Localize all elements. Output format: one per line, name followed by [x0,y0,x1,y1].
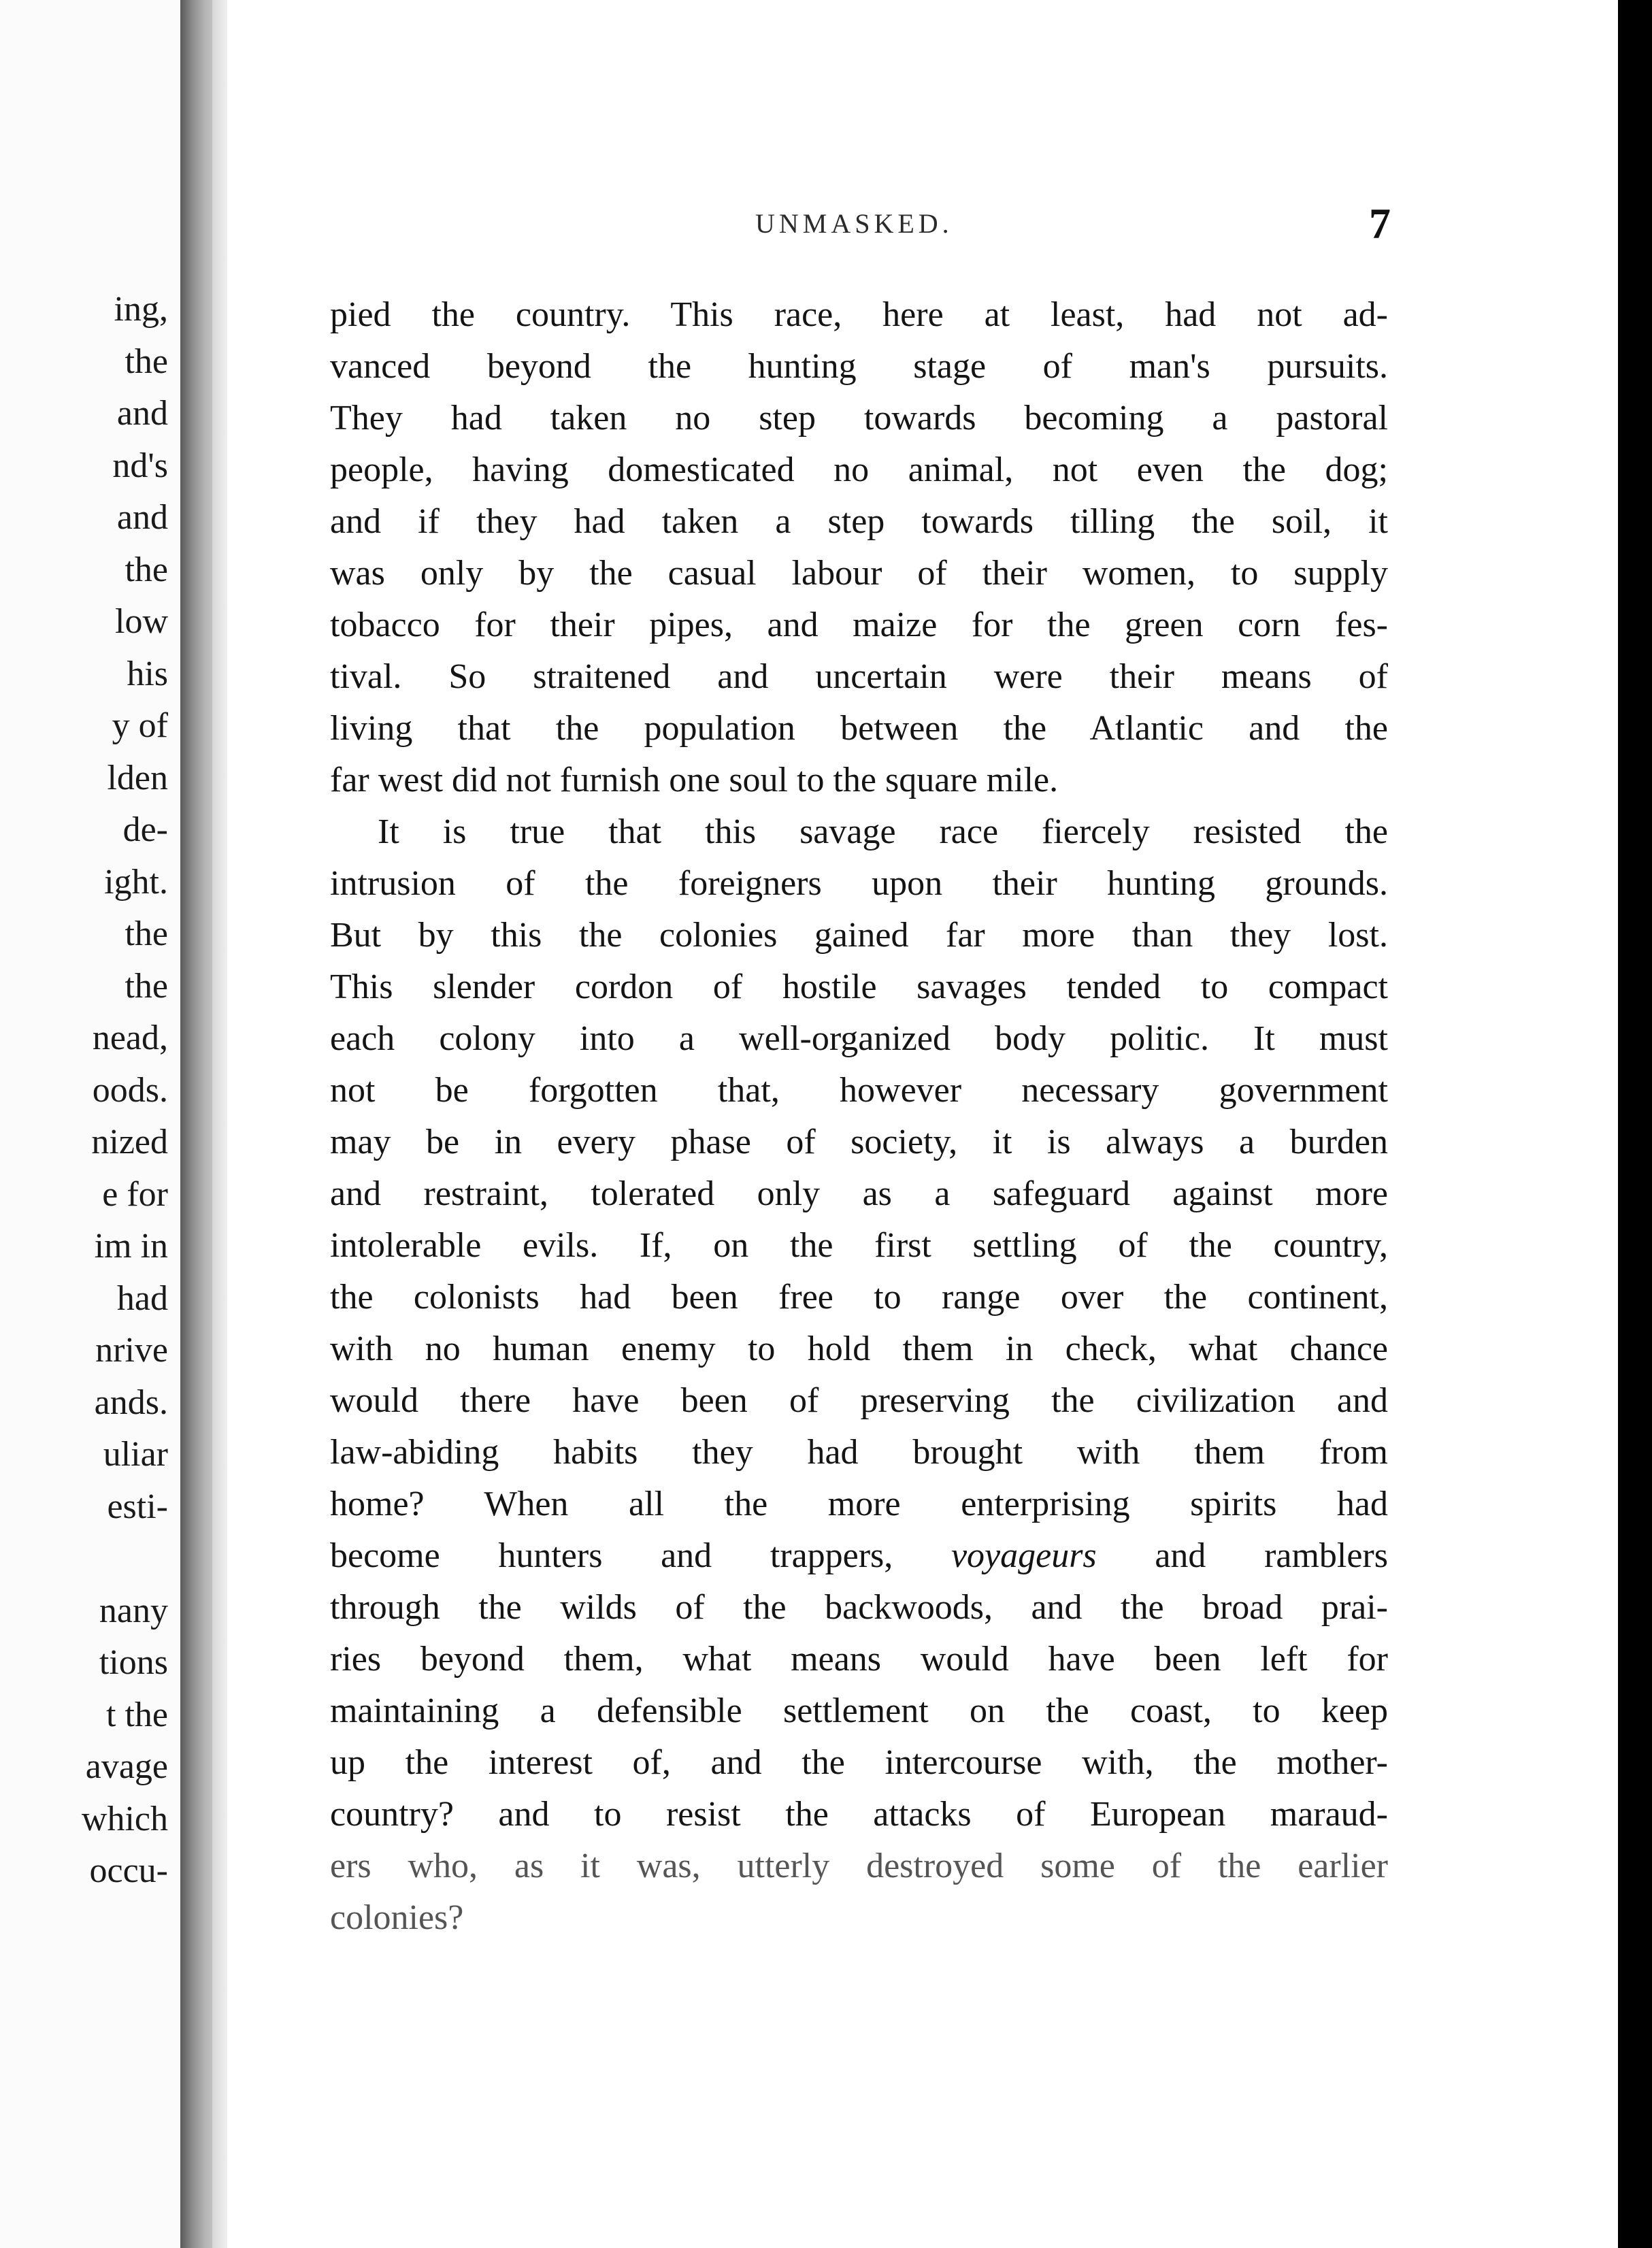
text-line: vanced beyond the hunting stage of man's pursuits. [330,347,1388,386]
text-line: far west did not furnish one soul to the square mile. [330,761,1059,799]
facing-page-line: and [116,498,168,537]
text-line: and restraint, tolerated only as a safeguard against more [330,1174,1388,1213]
text-line: ries beyond them, what means would have been left for [330,1640,1388,1679]
text-line: It is true that this savage race fiercely resisted the [378,812,1388,851]
facing-page-line: oods. [92,1070,168,1110]
facing-page-line: the [125,550,168,589]
text-line: maintaining a defensible settlement on the coast, to keep [330,1691,1388,1730]
text-line: up the interest of, and the intercourse with, the mother- [330,1743,1388,1782]
text-line: pied the country. This race, here at least, had not ad- [330,295,1388,334]
facing-page-line: the [125,914,168,953]
facing-page-line: ight. [104,862,168,902]
text-line: tival. So straitened and uncertain were their means of [330,657,1388,696]
page-number: 7 [1369,199,1391,248]
text-line: They had taken no step towards becoming a pastoral [330,399,1388,437]
text-line: This slender cordon of hostile savages tended to compact [330,968,1388,1006]
italic-word: voyageurs [951,1536,1097,1575]
text-line: with no human enemy to hold them in check, what chance [330,1329,1388,1368]
facing-page-line: nany [99,1591,168,1630]
facing-page-line: the [125,966,168,1006]
facing-page-line: had [116,1278,168,1318]
facing-page-line: his [127,654,168,693]
text-line: and if they had taken a step towards tilling the soil, it [330,502,1388,541]
facing-page-line: occu- [89,1851,168,1890]
facing-page-line: the [125,342,168,381]
text-line [330,1530,1388,1582]
text-line: intrusion of the foreigners upon their hunting grounds. [330,864,1388,903]
facing-page-line: low [115,602,168,641]
text-line: living that the population between the Atlantic and the [330,709,1388,748]
facing-page-line: and [116,394,168,433]
facing-page-line: nead, [92,1019,168,1057]
facing-page-line: t the [106,1695,168,1734]
facing-page-line: ands. [94,1383,168,1422]
scan-border [1618,0,1652,2248]
text-line: But by this the colonies gained far more than they lost. [330,916,1388,955]
text-segment: become hunters and trappers, [330,1536,951,1575]
text-line: tobacco for their pipes, and maize for the green corn fes- [330,606,1388,644]
facing-page-line: de- [122,810,168,849]
text-line: law-abiding habits they had brought with them from [330,1433,1388,1472]
running-head: UNMASKED. [755,208,953,239]
facing-page-line: nrive [95,1331,168,1370]
facing-page-line: lden [107,758,168,797]
facing-page-line: tions [99,1643,168,1682]
text-line: each colony into a well-organized body politic. It must [330,1019,1388,1058]
facing-page-line: avage [85,1747,168,1786]
facing-page-fragment [0,0,180,2248]
facing-page-line: im in [94,1227,168,1266]
facing-page-line: e for [102,1174,168,1214]
text-line: ers who, as it was, utterly destroyed some of the earlier [330,1847,1388,1885]
facing-page-line: y of [112,706,168,745]
text-line: intolerable evils. If, on the first settling of the country, [330,1226,1388,1265]
text-segment: and ramblers [1096,1536,1388,1575]
text-line: was only by the casual labour of their women, to supply [330,554,1388,593]
text-line: home? When all the more enterprising spirits had [330,1485,1388,1523]
text-line: would there have been of preserving the civilization and [330,1381,1388,1420]
text-line: through the wilds of the backwoods, and the broad prai- [330,1588,1388,1627]
text-line: country? and to resist the attacks of European maraud- [330,1795,1388,1834]
text-line: not be forgotten that, however necessary government [330,1071,1388,1110]
facing-page-line: nd's [112,446,168,485]
facing-page-line: uliar [103,1435,168,1474]
facing-page-line: ing, [114,290,168,329]
text-line: the colonists had been free to range over the continent, [330,1278,1388,1317]
facing-page-line: nized [91,1123,168,1161]
text-line: may be in every phase of society, it is always a burden [330,1123,1388,1161]
page-edge [212,0,227,2248]
facing-page-line: esti- [107,1487,168,1526]
text-line: people, having domesticated no animal, not even the dog; [330,450,1388,489]
body-text [330,289,1388,1944]
facing-page-line: which [81,1799,168,1838]
text-line: colonies? [330,1898,464,1937]
